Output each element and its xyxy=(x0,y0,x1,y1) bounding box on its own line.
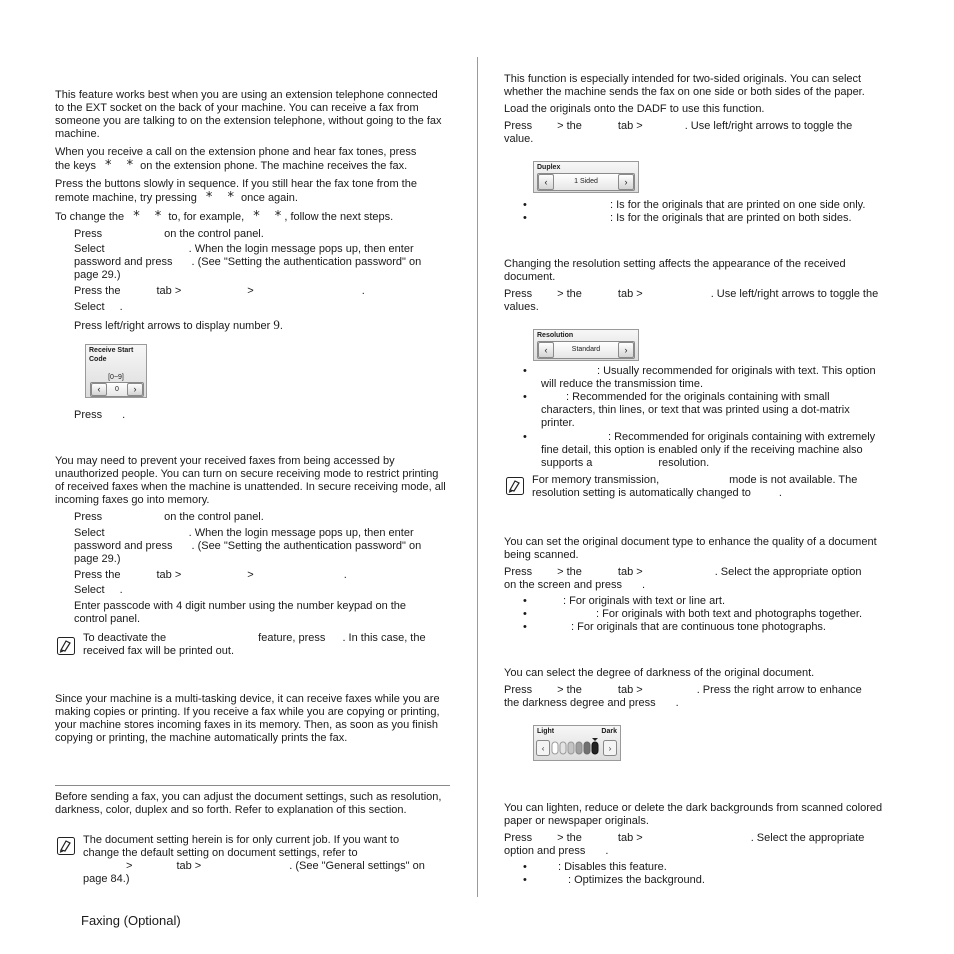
arrow-right-icon[interactable]: › xyxy=(127,383,143,396)
star-icon: * xyxy=(274,209,282,224)
lcd-value: 1 Sided xyxy=(574,178,598,185)
change-code-line xyxy=(55,210,393,224)
text: . (See "General settings" on xyxy=(289,860,425,872)
extension-slow-line-1: Press the buttons slowly in sequence. If you still hear the fax tone from the xyxy=(55,178,417,190)
arrow-left-icon[interactable]: ‹ xyxy=(91,383,107,396)
text: For memory transmission, xyxy=(532,474,660,486)
note-document-setting-3 xyxy=(83,860,425,873)
text: . Use left/right arrows to toggle the xyxy=(684,120,853,132)
note-deactivate-cont: received fax will be printed out. xyxy=(83,645,235,657)
text: mode is not available. The xyxy=(729,474,858,486)
background-press-cont xyxy=(504,845,608,858)
text: > the xyxy=(557,120,582,132)
text: password and press xyxy=(74,540,173,552)
text: the darkness degree and press xyxy=(504,697,656,709)
text: Select xyxy=(74,527,105,539)
star-icon: * xyxy=(154,209,162,224)
lcd-code-field xyxy=(90,382,144,397)
text: > xyxy=(247,285,254,297)
darkness-press-cont xyxy=(504,697,679,710)
resolution-bullet-3-cont2 xyxy=(541,457,709,470)
text: . xyxy=(605,845,609,857)
text: > the xyxy=(557,288,582,300)
text: Select xyxy=(74,301,105,313)
text: remote machine, try pressing xyxy=(55,192,197,204)
star-icon: * xyxy=(253,209,260,224)
lcd-range: [0~9] xyxy=(108,374,124,381)
secure-step-2-page: page 29.) xyxy=(74,553,121,565)
text: . (See "Setting the authentication password" on xyxy=(191,256,422,268)
lcd-darkness xyxy=(533,725,621,761)
text: Press xyxy=(504,120,533,132)
secure-step-3 xyxy=(74,569,347,582)
note-icon xyxy=(506,477,524,495)
text: tab > xyxy=(156,569,182,581)
text: Select xyxy=(74,584,105,596)
text: . xyxy=(778,487,782,499)
text: Press xyxy=(504,288,533,300)
resolution-bullet-2-cont: characters, thin lines, or text that was printed using a dot-matrix xyxy=(541,404,850,416)
text: , follow the next steps. xyxy=(284,211,394,223)
star-icon: * xyxy=(126,158,134,173)
original-type-intro: You can set the original document type to enhance the quality of a document being scanned. xyxy=(504,536,877,561)
step-6 xyxy=(74,409,125,422)
svg-text:›: › xyxy=(608,744,612,755)
bullet: • xyxy=(523,861,527,873)
note-document-setting-2: change the default setting on document settings, refer to xyxy=(83,847,358,859)
step-3 xyxy=(74,285,365,298)
text: . Select the appropriate xyxy=(750,832,865,844)
text: . (See "Setting the authentication password" on xyxy=(191,540,422,552)
text: the keys xyxy=(55,160,96,172)
text: Press xyxy=(74,228,103,240)
text: tab > xyxy=(617,684,643,696)
text: on the control panel. xyxy=(164,228,264,240)
text: supports a xyxy=(541,457,593,469)
note-memory-transmission xyxy=(532,474,857,487)
text: . xyxy=(279,320,283,332)
note-icon xyxy=(57,837,75,855)
lcd-value: 0 xyxy=(115,386,119,393)
background-intro: You can lighten, reduce or delete the dark backgrounds from scanned colored paper or newspaper originals. xyxy=(504,802,883,827)
arrow-right-icon[interactable]: › xyxy=(618,174,634,190)
arrow-left-icon[interactable]: ‹ xyxy=(538,174,554,190)
text: Press xyxy=(504,566,533,578)
lcd-duplex xyxy=(533,161,639,193)
text: : For originals with both text and photographs together. xyxy=(596,608,862,620)
star-icon: * xyxy=(133,209,140,224)
text: on the extension phone. The machine receives the fax. xyxy=(140,160,408,172)
background-press xyxy=(504,832,864,845)
note-memory-transmission-cont xyxy=(532,487,782,500)
note-document-setting-4: page 84.) xyxy=(83,873,130,885)
text: tab > xyxy=(176,860,202,872)
secure-step-4 xyxy=(74,584,123,597)
text: tab > xyxy=(617,120,643,132)
text: . xyxy=(119,584,123,596)
duplex-press-cont: value. xyxy=(504,133,534,145)
resolution-bullet-1-cont: will reduce the transmission time. xyxy=(541,378,704,390)
extension-intro: This feature works best when you are using an extension telephone connected to the EXT socket on the back of your machine. You can receive a fax from someone you are talking to on the extension telephone, without going to the fax machine. xyxy=(55,89,442,140)
text: on the screen and press xyxy=(504,579,623,591)
extension-slow-line-2 xyxy=(55,191,298,205)
text: Press left/right arrows to display number xyxy=(74,320,271,332)
text: Press xyxy=(74,409,103,421)
page-footer-section-title: Faxing (Optional) xyxy=(81,913,181,928)
bullet: • xyxy=(523,595,527,607)
step-2-page: page 29.) xyxy=(74,269,121,281)
resolution-bullet-2-cont2: printer. xyxy=(541,417,575,429)
text: tab > xyxy=(156,285,182,297)
star-icon: * xyxy=(205,190,213,205)
text: Select xyxy=(74,243,105,255)
text: : Recommended for originals containing with extremely xyxy=(608,431,876,443)
extension-keys-line xyxy=(55,159,407,173)
text: password and press xyxy=(74,256,173,268)
duplex-load: Load the originals onto the DADF to use this function. xyxy=(504,103,765,115)
bullet: • xyxy=(523,391,527,403)
text: : For originals that are continuous tone photographs. xyxy=(571,621,826,633)
text: option and press xyxy=(504,845,586,857)
bullet: • xyxy=(523,608,527,620)
original-type-press xyxy=(504,566,861,579)
text: once again. xyxy=(241,192,298,204)
text: . xyxy=(675,697,679,709)
bullet: • xyxy=(523,199,527,211)
secure-step-2-cont xyxy=(74,540,421,553)
duplex-intro: This function is especially intended for two-sided originals. You can select whether the machine sends the fax on one side or both sides of the paper. xyxy=(504,73,865,98)
text: To deactivate the xyxy=(83,632,167,644)
lcd-value: Standard xyxy=(571,346,601,353)
step-5 xyxy=(74,318,283,333)
text: Press xyxy=(504,832,533,844)
lcd-dark-label: Dark xyxy=(601,728,617,735)
extension-receive-line: When you receive a call on the extension phone and hear fax tones, press xyxy=(55,146,417,158)
darkness-slider[interactable] xyxy=(536,738,618,758)
lcd-duplex-field xyxy=(537,173,635,191)
step-2 xyxy=(74,243,414,256)
bullet: • xyxy=(523,874,527,886)
text: on the control panel. xyxy=(164,511,264,523)
resolution-bullet-3-cont: fine detail, this option is enabled only if the receiving machine also xyxy=(541,444,863,456)
text: . Select the appropriate option xyxy=(714,566,862,578)
lcd-title: Receive Start Code xyxy=(89,347,134,363)
text: . In this case, the xyxy=(342,632,426,644)
resolution-intro: Changing the resolution setting affects the appearance of the received document. xyxy=(504,258,846,283)
text: : For originals with text or line art. xyxy=(563,595,726,607)
bullet: • xyxy=(523,431,527,443)
column-divider xyxy=(477,57,478,897)
step-2-cont xyxy=(74,256,421,269)
svg-text:‹: ‹ xyxy=(541,744,545,755)
lcd-light-label: Light xyxy=(537,728,555,735)
secure-step-5-cont: control panel. xyxy=(74,613,141,625)
arrow-right-icon[interactable]: › xyxy=(618,342,634,358)
original-type-press-cont xyxy=(504,579,645,592)
text: to, for example, xyxy=(168,211,245,223)
duplex-press xyxy=(504,120,852,133)
lcd-title: Duplex xyxy=(537,164,561,171)
text: tab > xyxy=(617,832,643,844)
note-icon xyxy=(57,637,75,655)
lcd-receive-start-code xyxy=(85,344,147,398)
text: : Is for the originals that are printed on one side only. xyxy=(610,199,866,211)
note-document-setting: The document setting herein is for only current job. If you want to xyxy=(83,834,400,846)
lcd-resolution-field xyxy=(537,341,635,359)
text: : Optimizes the background. xyxy=(568,874,705,886)
text: tab > xyxy=(617,566,643,578)
text: . xyxy=(119,301,123,313)
text: . Use left/right arrows to toggle the xyxy=(710,288,879,300)
arrow-left-icon[interactable]: ‹ xyxy=(538,342,554,358)
star-icon: * xyxy=(227,190,234,205)
text: . xyxy=(122,409,126,421)
step-4 xyxy=(74,301,123,314)
star-icon: * xyxy=(105,158,112,173)
section-rule xyxy=(55,785,450,786)
text: > xyxy=(247,569,254,581)
text: > the xyxy=(557,684,582,696)
text: resolution. xyxy=(658,457,710,469)
secure-step-5: Enter passcode with 4 digit number using the number keypad on the xyxy=(74,600,407,612)
text: . Press the right arrow to enhance xyxy=(696,684,862,696)
secure-step-2 xyxy=(74,527,414,540)
lcd-title: Resolution xyxy=(537,332,574,339)
resolution-press-cont: values. xyxy=(504,301,539,313)
text: To change the xyxy=(55,211,125,223)
text: tab > xyxy=(617,288,643,300)
text: feature, press xyxy=(258,632,326,644)
secure-intro: You may need to prevent your received faxes from being accessed by unauthorized people. You can turn on secure receiving mode to restrict printing of received faxes when the machine is unattended. In secure receiving mode, all incoming faxes go into memory. xyxy=(55,455,446,506)
document-settings-intro: Before sending a fax, you can adjust the document settings, such as resolution, darkness, color, duplex and so forth. Refer to explanation of this section. xyxy=(55,791,442,816)
text: . xyxy=(361,285,365,297)
text: : Disables this feature. xyxy=(558,861,667,873)
text: Press the xyxy=(74,285,121,297)
number: 9 xyxy=(273,317,280,332)
text: resolution setting is automatically changed to xyxy=(532,487,751,499)
text: Press xyxy=(74,511,103,523)
darkness-press xyxy=(504,684,862,697)
text: : Recommended for the originals containing with small xyxy=(566,391,830,403)
resolution-press xyxy=(504,288,878,301)
secure-step-1 xyxy=(74,511,264,524)
note-deactivate xyxy=(83,632,426,645)
text: Press xyxy=(504,684,533,696)
bullet: • xyxy=(523,212,527,224)
text: > the xyxy=(557,832,582,844)
text: : Usually recommended for originals with text. This option xyxy=(597,365,876,377)
lcd-resolution xyxy=(533,329,639,361)
multitask-text: Since your machine is a multi-tasking device, it can receive faxes while you are making copies or printing. If you receive a fax while you are copying or printing, your machine stores incoming faxes in its memory. Then, as soon as you finish copying or printing, the machine automatically prints the fax. xyxy=(55,693,440,744)
bullet: • xyxy=(523,621,527,633)
step-1 xyxy=(74,228,264,241)
text: . When the login message pops up, then enter xyxy=(188,243,414,255)
darkness-intro: You can select the degree of darkness of the original document. xyxy=(504,667,815,679)
text: . xyxy=(343,569,347,581)
text: > the xyxy=(557,566,582,578)
text: Press the xyxy=(74,569,121,581)
text: . xyxy=(642,579,646,591)
text: . When the login message pops up, then enter xyxy=(188,527,414,539)
text: > xyxy=(126,860,133,872)
bullet: • xyxy=(523,365,527,377)
text: : Is for the originals that are printed on both sides. xyxy=(610,212,852,224)
